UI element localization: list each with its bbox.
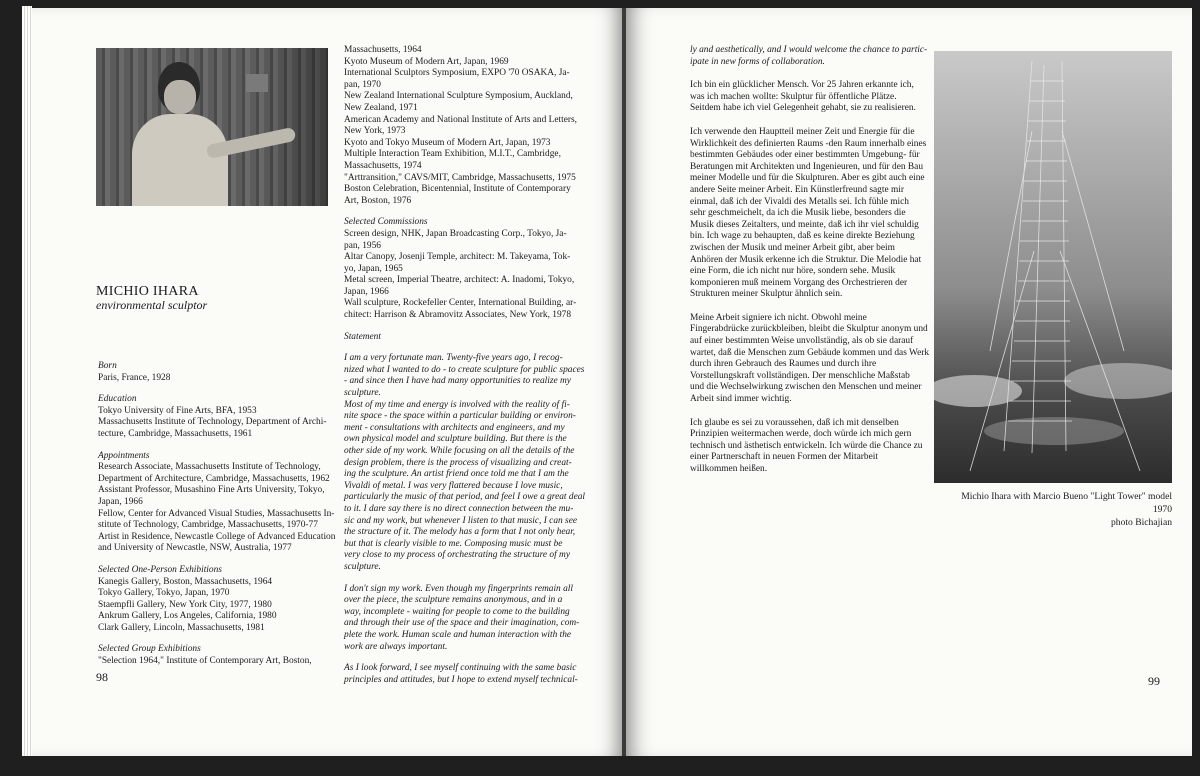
german-line: durch ihren Gebrauch des Raumes und durch ihre <box>690 359 877 370</box>
statement-line: I am a very fortunate man. Twenty-five years ago, I recog- <box>344 353 563 364</box>
german-statement-column <box>690 45 930 476</box>
page-number-left: 98 <box>96 670 108 684</box>
statement-continuation <box>690 45 928 68</box>
bio-entry: "Selection 1964," Institute of Contemporary Art, Boston, <box>98 656 312 667</box>
german-line: andere Seite meiner Arbeit. Ein Künstlerfreund sagte mir <box>690 184 904 195</box>
caption-credit: photo Bichajian <box>1110 517 1172 528</box>
bio-entry: Japan, 1966 <box>98 496 143 507</box>
bio-section <box>98 644 334 667</box>
statement-line: plete the work. Human scale and human interaction with the <box>344 629 572 640</box>
exhibition-entry: New York, 1973 <box>344 126 406 137</box>
commission-entry: Metal screen, Imperial Theatre, architect: A. Inadomi, Tokyo, <box>344 275 575 286</box>
commission-entry: Wall sculpture, Rockefeller Center, International Building, ar- <box>344 298 577 309</box>
statement-line: sic and my work, but whenever I listen to that music, I can see <box>344 515 578 526</box>
german-line: bin. Ich wage zu behaupten, daß es keine direkte Beziehung <box>690 231 915 242</box>
exhibition-entry: American Academy and National Institute of Arts and Letters, <box>344 114 578 125</box>
commission-entry: Japan, 1966 <box>344 286 389 297</box>
german-line: Fingerabdrücke zurückbleiben, bleibt die Skulptur anonym und <box>690 324 928 335</box>
statement-line: own physical model and sculpture building. But there is the <box>344 434 567 445</box>
bio-section-heading: Selected One-Person Exhibitions <box>98 564 222 575</box>
commission-entry: Screen design, NHK, Japan Broadcasting Corp., Tokyo, Ja- <box>344 228 567 239</box>
bio-section <box>98 394 334 440</box>
statement-line: design problem, there is the process of visualizing and creat- <box>344 457 572 468</box>
exhibition-entry: Massachusetts, 1964 <box>344 45 422 55</box>
bio-section <box>98 451 334 555</box>
bio-entry: Department of Architecture, Cambridge, Massachusetts, 1962 <box>98 473 330 484</box>
biography-column <box>98 361 334 668</box>
statement-line: very close to my process of orchestrating the structure of my <box>344 550 570 561</box>
commission-entry: chitect: Harrison & Abramovitz Associates, New York, 1978 <box>344 310 572 321</box>
exhibition-entry: Massachusetts, 1974 <box>344 160 422 171</box>
portrait-figure-body <box>132 114 228 206</box>
statement-line: and through their use of the space and their imagination, com- <box>344 618 580 629</box>
german-line: Seitdem habe ich viel Gelegenheit gehabt, sie zu realisieren. <box>690 103 916 114</box>
bio-section <box>98 361 334 384</box>
statement-line: nized what I wanted to do - to create sculpture for public spaces <box>344 364 585 375</box>
statement-line: Vivaldi of metal. I was very flattered because I love music, <box>344 480 563 491</box>
bio-entry: Staempfli Gallery, New York City, 1977, 1980 <box>98 599 272 610</box>
german-line: technisch und ästhetisch entwickeln. Ich würde die Chance zu <box>690 440 923 451</box>
exhibition-entry: pan, 1970 <box>344 79 381 90</box>
german-line: eine Form, die ich nicht nur höre, sondern sehe. Musik <box>690 266 896 277</box>
commission-entry: pan, 1956 <box>344 240 381 251</box>
statement-line: ipate in new forms of collaboration. <box>690 56 825 67</box>
statement-line: - and since then I have had many opportunities to realize my <box>344 376 571 387</box>
german-line: komponieren muß meinem Vorgang des Orchestrieren der <box>690 277 908 288</box>
bio-entry: tecture, Cambridge, Massachusetts, 1961 <box>98 428 253 439</box>
german-line: Beratungen mit Architekten und Ingenieuren, und für den Bau <box>690 161 924 172</box>
caption-line-1: Michio Ihara with Marcio Bueno "Light Tower" model 1970 <box>961 491 1172 515</box>
german-line: sehr geschmeichelt, da ich die Musik liebe, besonders die <box>690 208 906 219</box>
statement-heading: Statement <box>344 331 381 342</box>
statement-line: ment - consultations with architects and engineers, and my <box>344 422 565 433</box>
german-paragraph <box>690 312 930 406</box>
statement-line: ly and aesthetically, and I would welcome the chance to partic- <box>690 45 928 55</box>
german-line: zwischen der Musik und meiner Arbeit gibt, aber beim <box>690 242 895 253</box>
statement-line: Most of my time and energy is involved with the reality of fi- <box>344 399 570 410</box>
german-line: Ich glaube es sei zu voraussehen, daß ich mit denselben <box>690 417 899 428</box>
commission-entry: Altar Canopy, Josenji Temple, architect: M. Takeyama, Tok- <box>344 252 571 263</box>
exhibition-entry: New Zealand International Sculpture Symposium, Auckland, <box>344 91 573 102</box>
statement-line: way, incomplete - waiting for people to come to the building <box>344 606 570 617</box>
exhibition-entry: "Arttransition," CAVS/MIT, Cambridge, Massachusetts, 1975 <box>344 172 576 183</box>
german-line: Ich bin ein glücklicher Mensch. Vor 25 Jahren erkannte ich, <box>690 80 914 91</box>
german-line: einer Partnerschaft in neuen Formen der Mitarbeit <box>690 452 878 463</box>
german-paragraph <box>690 80 920 115</box>
statement-line: to it. I dare say there is no direct connection between the mu- <box>344 503 574 514</box>
german-line: Musik dieses Zeitalters, und meinte, daß ich ihr viel schuldig <box>690 219 919 230</box>
statement-paragraph <box>344 353 586 573</box>
statement-line: I don't sign my work. Even though my fingerprints remain all <box>344 583 573 594</box>
artist-portrait-photo <box>96 48 328 206</box>
statement-line: but that is clearly visible to me. Composing music must be <box>344 538 563 549</box>
german-line: und die Wechselwirkung zwischen den Menschen und meiner <box>690 382 922 393</box>
statement-line: other side of my work. While focusing on all the details of the <box>344 446 575 456</box>
statement-line: particularly the music of that period, and feel I owe a great deal <box>344 492 586 503</box>
bio-entry: Tokyo University of Fine Arts, BFA, 1953 <box>98 405 257 416</box>
bio-entry: Clark Gallery, Lincoln, Massachusetts, 1981 <box>98 622 265 633</box>
exhibition-entry: Kyoto and Tokyo Museum of Modern Art, Japan, 1973 <box>344 137 551 148</box>
wall-sign <box>246 74 268 92</box>
statement-line: principles and attitudes, but I hope to extend myself technical- <box>344 674 578 685</box>
german-line: willkommen heißen. <box>690 464 768 474</box>
artist-role: environmental sculptor <box>96 298 208 312</box>
german-line: auf einer bestimmten Weise unvollständig, als ob sie darauf <box>690 336 914 347</box>
german-line: was ich machen wollte: Skulptur für öffentliche Plätze. <box>690 91 897 102</box>
bio-section-heading: Born <box>98 361 117 371</box>
light-tower-sculpture-image <box>934 51 1172 483</box>
bio-section-heading: Appointments <box>98 450 150 461</box>
german-line: meiner Modelle und für die Skulpturen. Aber es gibt auch eine <box>690 173 925 184</box>
artist-name: MICHIO IHARA <box>96 284 199 299</box>
bio-entry: Tokyo Gallery, Tokyo, Japan, 1970 <box>98 588 230 599</box>
exhibitions-statement-column <box>344 45 586 686</box>
bio-entry: Massachusetts Institute of Technology, Department of Archi- <box>98 417 327 428</box>
exhibition-entry: Kyoto Museum of Modern Art, Japan, 1969 <box>344 56 509 67</box>
bio-entry: and University of Newcastle, NSW, Australia, 1977 <box>98 543 292 554</box>
commissions-heading: Selected Commissions <box>344 217 428 228</box>
german-line: einmal, daß ich der Vivaldi des Metalls sei. Ich fühle mich <box>690 196 909 207</box>
photo-caption <box>940 490 1172 529</box>
page-number-right: 99 <box>1148 674 1160 688</box>
bio-entry: Paris, France, 1928 <box>98 372 171 383</box>
statement-paragraph <box>344 583 580 654</box>
bio-entry: Assistant Professor, Musashino Fine Arts University, Tokyo, <box>98 485 325 496</box>
portrait-figure-face <box>164 80 196 114</box>
german-line: Vorstellungskraft vollständigen. Der menschliche Maßstab <box>690 370 910 381</box>
statement-line: the structure of it. The melody has a form that I not only hear, <box>344 527 576 538</box>
statement-line: sculpture. <box>344 388 381 399</box>
exhibition-entry: International Sculptors Symposium, EXPO '70 OSAKA, Ja- <box>344 68 570 79</box>
german-line: wartet, daß die Menschen zum Gebäude kommen und das Werk <box>690 347 930 358</box>
german-line: Arbeit sind immer wichtig. <box>690 394 792 405</box>
german-line: bestimmten Gebäudes oder einer bestimmten Umgebung- für <box>690 150 920 161</box>
bio-entry: stitute of Technology, Cambridge, Massachusetts, 1970-77 <box>98 520 318 531</box>
statement-line: nite space - the space within a particular building or environ- <box>344 411 576 422</box>
bio-entry: Research Associate, Massachusetts Institute of Technology, <box>98 462 321 473</box>
statement-line: As I look forward, I see myself continuing with the same basic <box>344 663 577 674</box>
german-line: Meine Arbeit signiere ich nicht. Obwohl meine <box>690 312 867 323</box>
bio-section <box>98 565 334 635</box>
german-line: Anhören der Musik erkenne ich die Struktur. Die Melodie hat <box>690 254 922 265</box>
german-line: Strukturen meiner Skulptur ähnlich sein. <box>690 289 843 300</box>
bio-entry: Fellow, Center for Advanced Visual Studies, Massachusetts In- <box>98 508 335 519</box>
german-paragraph <box>690 417 923 476</box>
bio-entry: Kanegis Gallery, Boston, Massachusetts, 1964 <box>98 576 273 587</box>
page-edges <box>22 6 32 756</box>
exhibition-entry: New Zealand, 1971 <box>344 102 418 113</box>
statement-line: ing the sculpture. An artist friend once told me that I am the <box>344 469 569 480</box>
bio-entry: Artist in Residence, Newcastle College of Advanced Education <box>98 531 336 542</box>
german-paragraph <box>690 126 927 301</box>
exhibition-entry: Multiple Interaction Team Exhibition, M.I.T., Cambridge, <box>344 149 561 160</box>
statement-line: work are always important. <box>344 641 448 652</box>
bio-entry: Ankrum Gallery, Los Angeles, California, 1980 <box>98 611 277 622</box>
german-line: Ich verwende den Hauptteil meiner Zeit und Energie für die <box>690 126 915 137</box>
bio-section-heading: Education <box>98 394 137 405</box>
exhibition-entry: Boston Celebration, Bicentennial, Institute of Contemporary <box>344 184 571 195</box>
statement-paragraph <box>344 663 576 686</box>
bio-section-heading: Selected Group Exhibitions <box>98 644 201 655</box>
exhibition-entry: Art, Boston, 1976 <box>344 195 412 206</box>
german-line: Wirklichkeit des definierten Raums -den Raum innerhalb eines <box>690 138 927 149</box>
statement-line: over the piece, the sculpture remains anonymous, and in a <box>344 595 563 606</box>
light-tower-photo <box>934 51 1172 483</box>
statement-line: sculpture. <box>344 561 381 572</box>
german-line: Prinzipien weitermachen werde, doch würde ich mich gern <box>690 429 912 440</box>
commission-entry: yo, Japan, 1965 <box>344 263 403 274</box>
